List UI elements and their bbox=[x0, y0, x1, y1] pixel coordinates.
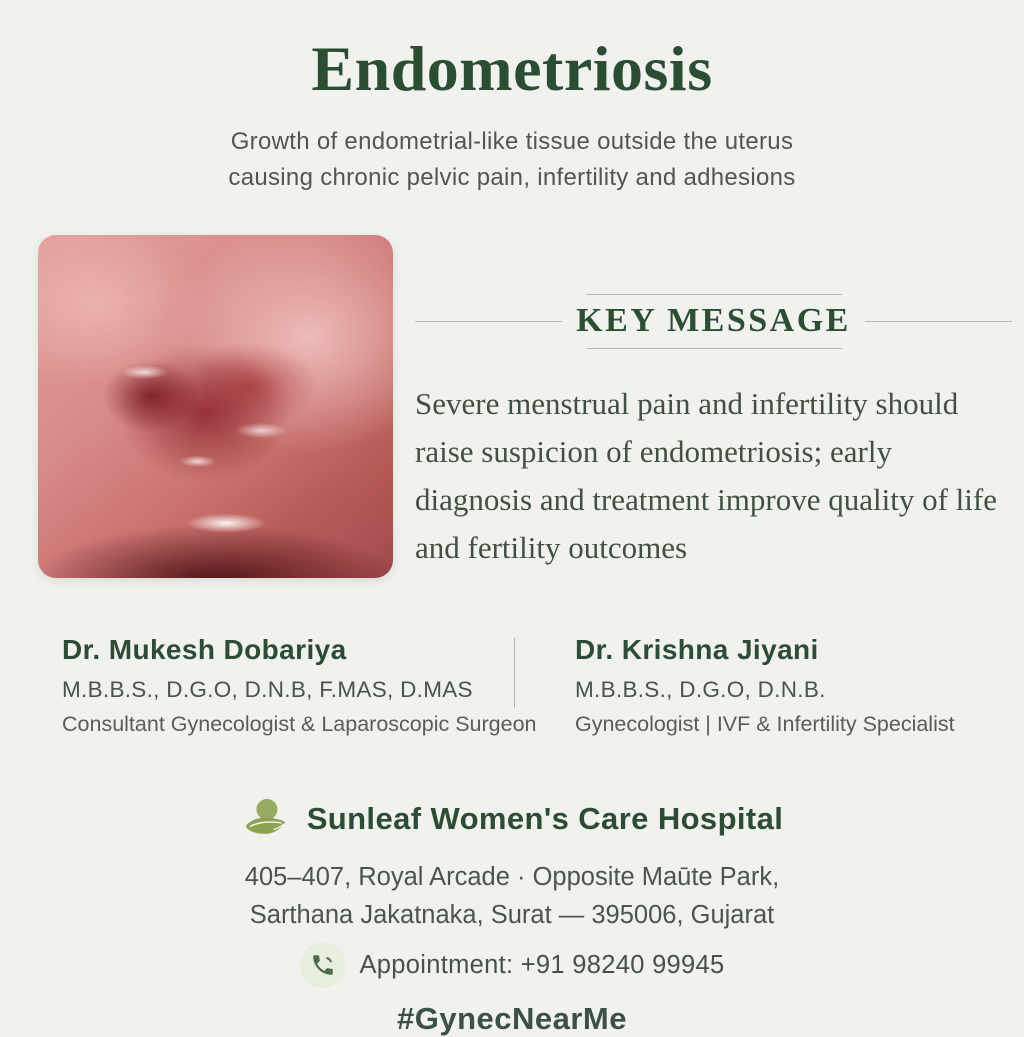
doctors-section bbox=[62, 634, 955, 737]
page-subtitle bbox=[0, 124, 1024, 196]
divider-line bbox=[415, 321, 562, 322]
leaf-person-icon bbox=[241, 797, 291, 841]
vertical-divider bbox=[514, 638, 515, 708]
subtitle-line-1: Growth of endometrial-like tissue outside the uterus bbox=[230, 128, 794, 155]
doctor-credentials: M.B.B.S., D.G.O, D.N.B. bbox=[575, 677, 826, 702]
endoscopy-photo bbox=[38, 235, 393, 578]
address-line-2: Sarthana Jakatnaka, Surat — 395006, Gujarat bbox=[249, 901, 775, 929]
divider-line bbox=[586, 294, 842, 295]
doctor-role: Gynecologist | IVF & Infertility Specialist bbox=[575, 712, 955, 736]
hospital-section bbox=[0, 797, 1024, 934]
hashtag: #GynecNearMe bbox=[396, 1001, 627, 1036]
phone-icon bbox=[300, 942, 346, 988]
key-message-section bbox=[415, 294, 1012, 572]
appointment-row bbox=[0, 942, 1024, 988]
hospital-name: Sunleaf Women's Care Hospital bbox=[306, 801, 784, 836]
doctor-card bbox=[62, 634, 537, 737]
divider-line bbox=[586, 348, 842, 349]
doctor-role: Consultant Gynecologist & Laparoscopic Surgeon bbox=[62, 712, 537, 736]
hospital-address bbox=[0, 858, 1024, 934]
address-line-1: 405–407, Royal Arcade · Opposite Maūte Park, bbox=[244, 863, 780, 891]
appointment-text: Appointment: +91 98240 99945 bbox=[359, 950, 725, 979]
divider-line bbox=[865, 321, 1012, 322]
doctor-credentials: M.B.B.S., D.G.O, D.N.B, F.MAS, D.MAS bbox=[62, 677, 473, 702]
doctor-card bbox=[575, 634, 955, 737]
doctor-name: Dr. Krishna Jiyani bbox=[575, 634, 819, 665]
key-message-body: Severe menstrual pain and infertility should raise suspicion of endometriosis; early diagnosis and treatment improve quality of life and fertility outcomes bbox=[415, 386, 997, 565]
page-title: Endometriosis bbox=[311, 33, 713, 104]
doctor-name: Dr. Mukesh Dobariya bbox=[62, 634, 347, 665]
subtitle-line-2: causing chronic pelvic pain, infertility and adhesions bbox=[228, 164, 796, 191]
key-message-heading: KEY MESSAGE bbox=[576, 302, 851, 339]
